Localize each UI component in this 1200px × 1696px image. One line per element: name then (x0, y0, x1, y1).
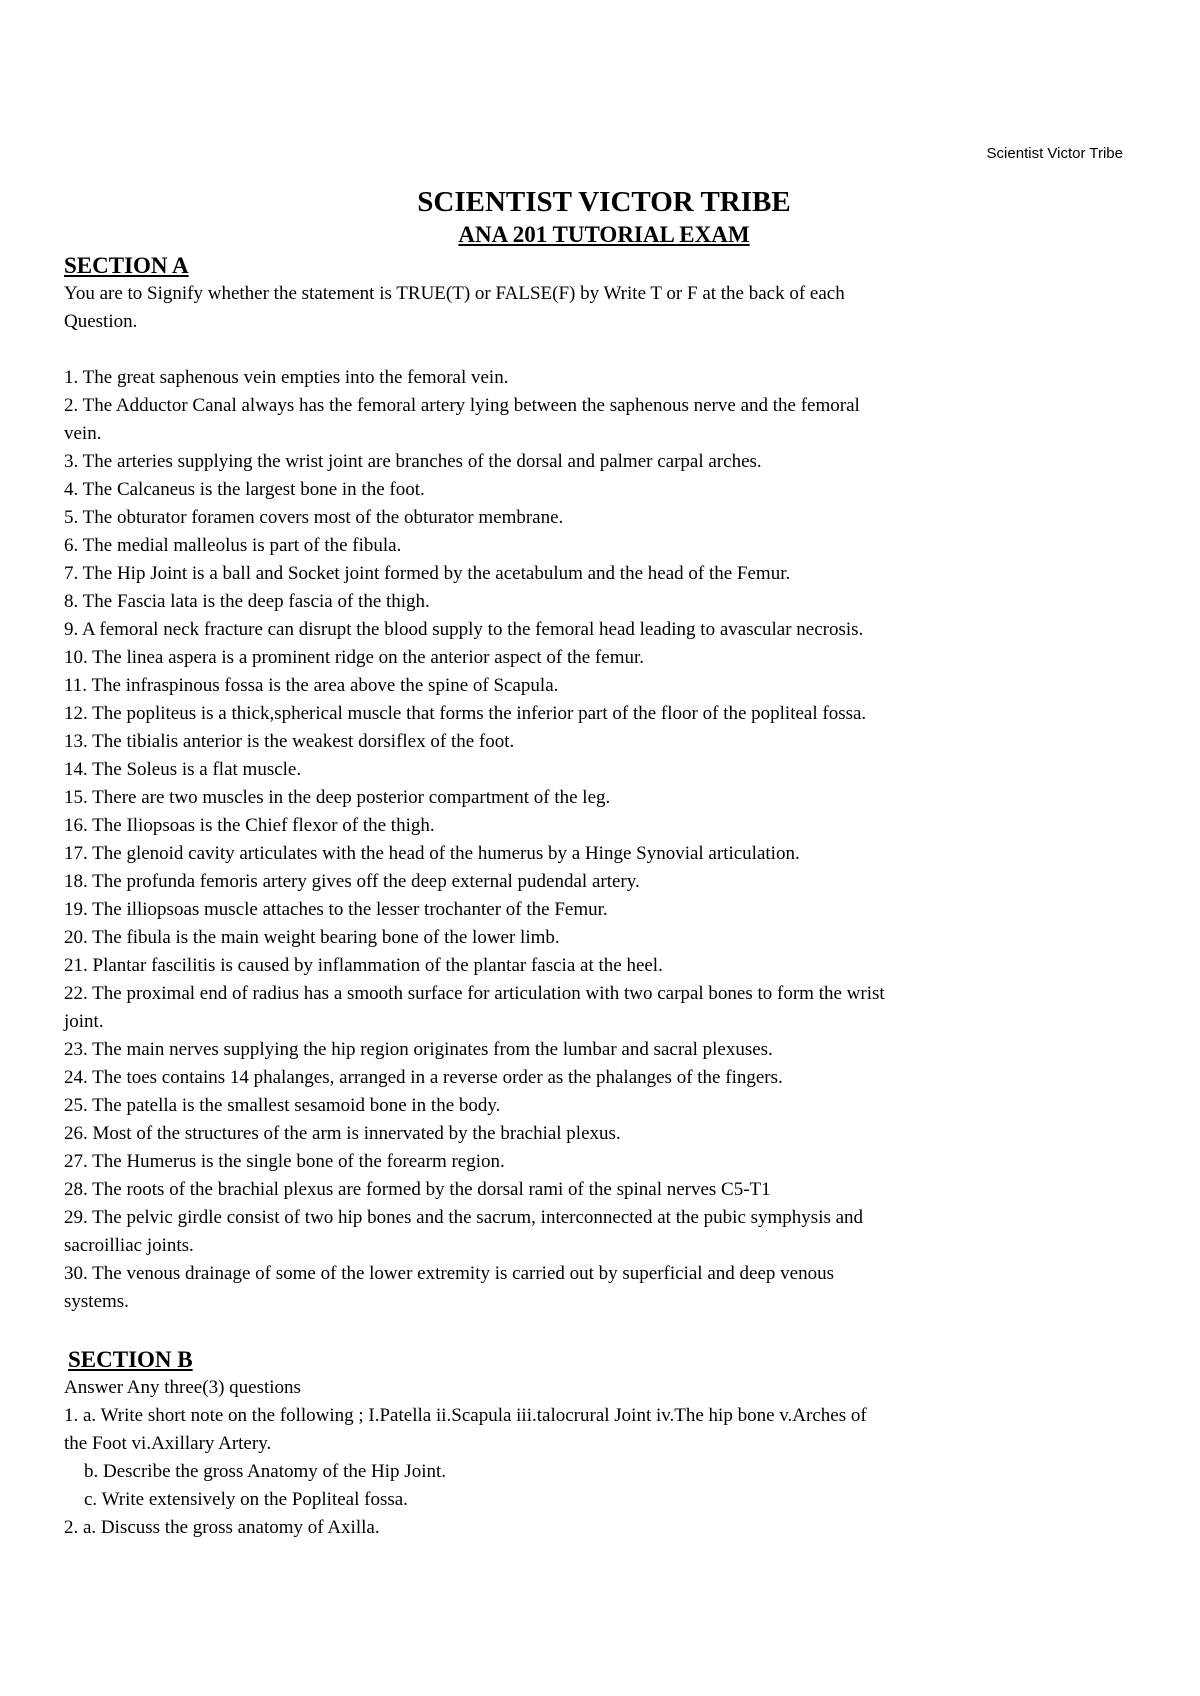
document-title: SCIENTIST VICTOR TRIBE (417, 186, 791, 218)
question-line: 30. The venous drainage of some of the lower extremity is carried out by superficial and deep venous (64, 1263, 834, 1284)
question-line: 13. The tibialis anterior is the weakest dorsiflex of the foot. (64, 731, 515, 752)
section-b-heading: SECTION B (68, 1347, 193, 1372)
question-line: sacroilliac joints. (64, 1235, 194, 1256)
question-line: 20. The fibula is the main weight bearing bone of the lower limb. (64, 927, 560, 948)
question-line: 3. The arteries supplying the wrist joint are branches of the dorsal and palmer carpal arches. (64, 451, 762, 472)
question-line: 1. a. Write short note on the following ; I.Patella ii.Scapula iii.talocrural Joint iv.The hip bone v.Arches of (64, 1405, 867, 1426)
question-line: 11. The infraspinous fossa is the area above the spine of Scapula. (64, 675, 559, 696)
section-a-heading: SECTION A (64, 253, 189, 278)
question-line: 29. The pelvic girdle consist of two hip bones and the sacrum, interconnected at the pubic symphysis and (64, 1207, 864, 1228)
question-line: 27. The Humerus is the single bone of the forearm region. (64, 1151, 505, 1172)
question-line: 2. a. Discuss the gross anatomy of Axilla. (64, 1517, 380, 1538)
document-body (64, 184, 1144, 1542)
question-line: 2. The Adductor Canal always has the femoral artery lying between the saphenous nerve and the femoral (64, 395, 860, 416)
question-line: 9. A femoral neck fracture can disrupt the blood supply to the femoral head leading to avascular necrosis. (64, 619, 864, 640)
question-line: vein. (64, 423, 102, 444)
question-line: systems. (64, 1291, 129, 1312)
question-line: 19. The illiopsoas muscle attaches to the lesser trochanter of the Femur. (64, 899, 608, 920)
question-line: 26. Most of the structures of the arm is innervated by the brachial plexus. (64, 1123, 621, 1144)
question-line: 7. The Hip Joint is a ball and Socket joint formed by the acetabulum and the head of the Femur. (64, 563, 791, 584)
question-line: the Foot vi.Axillary Artery. (64, 1433, 272, 1454)
question-line: 28. The roots of the brachial plexus are formed by the dorsal rami of the spinal nerves C5-T1 (64, 1179, 771, 1200)
question-line: 12. The popliteus is a thick,spherical muscle that forms the inferior part of the floor of the popliteal fossa. (64, 703, 867, 724)
question-line: 14. The Soleus is a flat muscle. (64, 759, 302, 780)
section-a-questions (64, 364, 1144, 1316)
section-a-instruction: You are to Signify whether the statement is TRUE(T) or FALSE(F) by Write T or F at the back of each (64, 283, 845, 304)
question-line: 18. The profunda femoris artery gives off the deep external pudendal artery. (64, 871, 640, 892)
question-line: b. Describe the gross Anatomy of the Hip Joint. (84, 1461, 447, 1482)
question-line: 15. There are two muscles in the deep posterior compartment of the leg. (64, 787, 611, 808)
question-line: 16. The Iliopsoas is the Chief flexor of the thigh. (64, 815, 435, 836)
question-line: 1. The great saphenous vein empties into the femoral vein. (64, 367, 509, 388)
section-a-instruction: Question. (64, 311, 138, 332)
question-line: 8. The Fascia lata is the deep fascia of the thigh. (64, 591, 430, 612)
question-line: 17. The glenoid cavity articulates with the head of the humerus by a Hinge Synovial articulation. (64, 843, 800, 864)
question-line: 22. The proximal end of radius has a smooth surface for articulation with two carpal bones to form the wrist (64, 983, 885, 1004)
question-line: 5. The obturator foramen covers most of the obturator membrane. (64, 507, 564, 528)
running-header: Scientist Victor Tribe (986, 145, 1123, 162)
question-line: 21. Plantar fascilitis is caused by inflammation of the plantar fascia at the heel. (64, 955, 663, 976)
question-line: 23. The main nerves supplying the hip region originates from the lumbar and sacral plexuses. (64, 1039, 773, 1060)
question-line: c. Write extensively on the Popliteal fossa. (84, 1489, 408, 1510)
question-line: 25. The patella is the smallest sesamoid bone in the body. (64, 1095, 501, 1116)
question-line: 4. The Calcaneus is the largest bone in the foot. (64, 479, 425, 500)
section-b-questions (64, 1402, 1144, 1542)
question-line: joint. (64, 1011, 104, 1032)
section-b-instruction: Answer Any three(3) questions (64, 1377, 301, 1398)
question-line: 6. The medial malleolus is part of the fibula. (64, 535, 402, 556)
question-line: 24. The toes contains 14 phalanges, arranged in a reverse order as the phalanges of the fingers. (64, 1067, 783, 1088)
document-subtitle: ANA 201 TUTORIAL EXAM (458, 222, 750, 247)
question-line: 10. The linea aspera is a prominent ridge on the anterior aspect of the femur. (64, 647, 645, 668)
